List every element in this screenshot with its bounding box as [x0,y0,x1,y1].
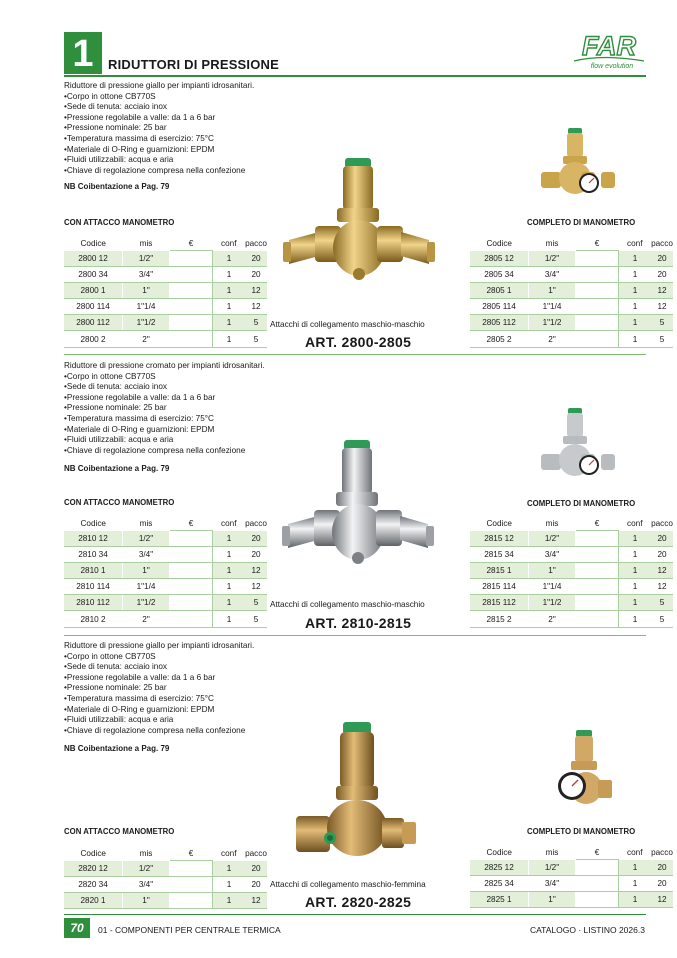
product-code: 2800 114 [64,299,123,315]
size-cell: 1" [123,283,170,299]
intro-text: Riduttore di pressione giallo per impianti idrosanitari. [64,641,255,650]
box-qty-cell: 20 [245,531,267,547]
size-cell: 1"1/4 [123,299,170,315]
pack-qty-cell: 1 [213,877,246,893]
product-code: 2810 112 [64,595,123,611]
column-header: Codice [80,238,106,248]
right-table-label: COMPLETO DI MANOMETRO [527,827,636,836]
column-header: € [188,848,194,858]
column-header: conf [221,848,237,858]
box-qty-cell: 12 [245,299,267,315]
section-1-description [64,81,254,176]
column-header: Codice [486,238,512,248]
column-header: conf [221,518,237,528]
nb-note: NB Coibentazione a Pag. 79 [64,744,170,753]
box-qty-cell: 5 [245,611,267,627]
size-cell: 1/2" [123,861,170,877]
column-header: pacco [651,238,673,248]
product-code: 2800 12 [64,251,123,267]
price-cell [170,315,213,331]
table-row [64,579,267,595]
article-number: ART. 2820-2825 [305,894,412,910]
pack-qty-cell: 1 [213,331,246,347]
price-cell [170,299,213,315]
column-header: mis [545,238,559,248]
brand-name: FAR [582,31,636,61]
product-code: 2815 12 [470,531,529,547]
pack-qty-cell: 1 [619,331,652,347]
size-cell: 1" [123,893,170,909]
box-qty-cell: 20 [651,547,673,563]
pack-qty-cell: 1 [619,876,652,892]
product-code: 2815 112 [470,595,529,611]
price-cell [576,876,619,892]
column-header: mis [139,518,153,528]
size-cell: 3/4" [529,267,576,283]
table-row [64,251,267,267]
box-qty-cell: 20 [651,531,673,547]
box-qty-cell: 12 [651,563,673,579]
section-number: 1 [64,32,102,74]
product-code: 2800 1 [64,283,123,299]
size-cell: 3/4" [529,876,576,892]
pressure-reducer-chrome-image [278,438,438,572]
price-cell [576,267,619,283]
footer-rule [64,914,646,915]
price-table-left [64,236,267,348]
product-code: 2810 1 [64,563,123,579]
footer-catalog: CATALOGO · LISTINO 2026.3 [530,925,645,935]
price-cell [576,283,619,299]
column-header: € [594,518,600,528]
article-number: ART. 2810-2815 [305,615,412,631]
product-code: 2805 112 [470,315,529,331]
box-qty-cell: 5 [651,595,673,611]
box-qty-cell: 20 [651,267,673,283]
price-cell [170,267,213,283]
pack-qty-cell: 1 [213,251,246,267]
pack-qty-cell: 1 [213,547,246,563]
price-cell [170,563,213,579]
size-cell: 1"1/2 [123,595,170,611]
pressure-reducer-chrome-gauge-image [537,406,617,482]
box-qty-cell: 12 [651,892,673,908]
table-row [64,611,267,627]
price-cell [170,579,213,595]
price-cell [576,299,619,315]
size-cell: 2" [123,611,170,627]
column-header: Codice [80,518,106,528]
column-header: mis [139,238,153,248]
price-cell [170,877,213,893]
column-header: conf [221,238,237,248]
product-code: 2805 1 [470,283,529,299]
size-cell: 3/4" [123,877,170,893]
table-row [64,595,267,611]
price-cell [170,251,213,267]
column-header: pacco [651,518,673,528]
product-code: 2815 2 [470,611,529,627]
table-row [470,315,673,331]
left-table-label: CON ATTACCO MANOMETRO [64,498,175,507]
table-row [470,892,673,908]
pack-qty-cell: 1 [213,267,246,283]
pack-qty-cell: 1 [213,611,246,627]
table-row [64,299,267,315]
connection-caption: Attacchi di collegamento maschio-maschio [270,320,425,329]
price-cell [576,563,619,579]
price-cell [170,283,213,299]
pack-qty-cell: 1 [619,860,652,876]
table-row [64,547,267,563]
product-code: 2815 114 [470,579,529,595]
box-qty-cell: 20 [245,547,267,563]
intro-text: Riduttore di pressione cromato per impianti idrosanitari. [64,361,265,370]
table-row [64,315,267,331]
feature-bullet: • Temperatura massima di esercizio: 75°C [64,134,254,145]
price-cell [576,331,619,347]
pack-qty-cell: 1 [213,531,246,547]
feature-bullet: • Materiale di O-Ring e guarnizioni: EPDM [64,425,265,436]
feature-bullet: • Pressione regolabile a valle: da 1 a 6 bar [64,393,265,404]
box-qty-cell: 12 [245,579,267,595]
feature-bullet: • Pressione nominale: 25 bar [64,123,254,134]
pack-qty-cell: 1 [619,283,652,299]
table-row [64,563,267,579]
price-table-right [470,845,673,908]
section-title: RIDUTTORI DI PRESSIONE [108,57,280,72]
pack-qty-cell: 1 [619,611,652,627]
size-cell: 1/2" [529,251,576,267]
column-header: mis [139,848,153,858]
table-row [470,611,673,627]
column-header: Codice [486,518,512,528]
size-cell: 1" [529,283,576,299]
product-code: 2810 34 [64,547,123,563]
brand-logo [572,30,646,70]
feature-bullet: • Corpo in ottone CB770S [64,652,254,663]
feature-bullet: • Sede di tenuta: acciaio inox [64,102,254,113]
size-cell: 1"1/2 [529,595,576,611]
left-table-label: CON ATTACCO MANOMETRO [64,218,175,227]
size-cell: 1/2" [123,531,170,547]
brand-tagline: flow evolution [590,63,634,70]
feature-bullet: • Temperatura massima di esercizio: 75°C [64,414,265,425]
feature-bullet: • Sede di tenuta: acciaio inox [64,662,254,673]
price-cell [170,547,213,563]
box-qty-cell: 20 [245,877,267,893]
price-cell [576,547,619,563]
pack-qty-cell: 1 [213,283,246,299]
box-qty-cell: 5 [651,331,673,347]
table-row [64,267,267,283]
size-cell: 3/4" [529,547,576,563]
table-row [470,563,673,579]
right-table-label: COMPLETO DI MANOMETRO [527,499,636,508]
column-header: mis [545,847,559,857]
box-qty-cell: 12 [245,283,267,299]
box-qty-cell: 20 [245,251,267,267]
box-qty-cell: 12 [651,579,673,595]
pack-qty-cell: 1 [619,595,652,611]
feature-bullet: • Fluidi utilizzabili: acqua e aria [64,155,254,166]
product-code: 2805 34 [470,267,529,283]
pressure-reducer-male-female-image [292,720,422,860]
product-code: 2815 1 [470,563,529,579]
product-code: 2800 2 [64,331,123,347]
pack-qty-cell: 1 [619,251,652,267]
column-header: Codice [486,847,512,857]
nb-note: NB Coibentazione a Pag. 79 [64,464,170,473]
feature-bullet: • Sede di tenuta: acciaio inox [64,382,265,393]
product-code: 2810 114 [64,579,123,595]
product-code: 2805 114 [470,299,529,315]
table-row [470,579,673,595]
header-rule [64,75,646,77]
table-row [470,876,673,892]
price-cell [170,595,213,611]
feature-bullet: • Chiave di regolazione compresa nella confezione [64,446,265,457]
pack-qty-cell: 1 [619,547,652,563]
column-header: € [188,238,194,248]
column-header: € [188,518,194,528]
size-cell: 1"1/4 [123,579,170,595]
box-qty-cell: 20 [651,251,673,267]
size-cell: 2" [529,331,576,347]
size-cell: 3/4" [123,267,170,283]
box-qty-cell: 12 [651,283,673,299]
table-row [470,267,673,283]
size-cell: 1"1/4 [529,299,576,315]
pack-qty-cell: 1 [619,299,652,315]
box-qty-cell: 12 [245,893,267,909]
column-header: conf [627,238,643,248]
price-cell [170,331,213,347]
pack-qty-cell: 1 [619,315,652,331]
price-cell [170,893,213,909]
table-row [64,331,267,347]
feature-bullet: • Chiave di regolazione compresa nella confezione [64,166,254,177]
size-cell: 2" [123,331,170,347]
section-3-description [64,641,254,736]
article-number: ART. 2800-2805 [305,334,412,350]
box-qty-cell: 12 [245,563,267,579]
table-row [64,861,267,877]
price-cell [576,315,619,331]
price-cell [170,531,213,547]
price-table-left [64,516,267,628]
price-table-right [470,516,673,628]
pack-qty-cell: 1 [619,531,652,547]
table-row [470,531,673,547]
size-cell: 1/2" [529,531,576,547]
box-qty-cell: 5 [245,315,267,331]
table-row [470,299,673,315]
column-header: pacco [651,847,673,857]
box-qty-cell: 5 [245,331,267,347]
column-header: € [594,847,600,857]
column-header: € [594,238,600,248]
feature-bullet: • Pressione regolabile a valle: da 1 a 6 bar [64,673,254,684]
table-row [64,893,267,909]
feature-bullet: • Fluidi utilizzabili: acqua e aria [64,715,254,726]
price-cell [576,531,619,547]
feature-bullet: • Fluidi utilizzabili: acqua e aria [64,435,265,446]
table-row [64,283,267,299]
footer-chapter: 01 - COMPONENTI PER CENTRALE TERMICA [98,925,281,935]
pack-qty-cell: 1 [619,892,652,908]
price-cell [170,861,213,877]
pack-qty-cell: 1 [619,579,652,595]
size-cell: 1" [529,892,576,908]
product-code: 2815 34 [470,547,529,563]
column-header: Codice [80,848,106,858]
size-cell: 1"1/2 [529,315,576,331]
price-cell [576,595,619,611]
pack-qty-cell: 1 [213,861,246,877]
feature-bullet: • Materiale di O-Ring e guarnizioni: EPDM [64,705,254,716]
feature-bullet: • Pressione nominale: 25 bar [64,403,265,414]
product-code: 2805 2 [470,331,529,347]
size-cell: 1" [529,563,576,579]
pressure-reducer-brass-image [279,156,439,288]
table-row [470,547,673,563]
product-code: 2820 12 [64,861,123,877]
feature-bullet: • Corpo in ottone CB770S [64,92,254,103]
table-row [470,860,673,876]
feature-bullet: • Temperatura massima di esercizio: 75°C [64,694,254,705]
product-code: 2810 12 [64,531,123,547]
box-qty-cell: 5 [651,315,673,331]
product-code: 2805 12 [470,251,529,267]
box-qty-cell: 20 [651,876,673,892]
product-code: 2825 34 [470,876,529,892]
section-divider [64,635,646,636]
size-cell: 1" [123,563,170,579]
right-table-label: COMPLETO DI MANOMETRO [527,218,636,227]
size-cell: 1"1/4 [529,579,576,595]
pack-qty-cell: 1 [619,563,652,579]
pressure-reducer-brass-gauge-image [537,126,617,202]
connection-caption: Attacchi di collegamento maschio-femmina [270,880,426,889]
feature-bullet: • Pressione regolabile a valle: da 1 a 6 bar [64,113,254,124]
price-cell [170,611,213,627]
table-row [470,251,673,267]
pack-qty-cell: 1 [213,595,246,611]
section-divider [64,354,646,355]
table-row [470,331,673,347]
page-number: 70 [64,918,90,938]
size-cell: 1/2" [529,860,576,876]
product-code: 2820 34 [64,877,123,893]
pack-qty-cell: 1 [213,563,246,579]
table-row [64,877,267,893]
table-row [64,531,267,547]
feature-bullet: • Pressione nominale: 25 bar [64,683,254,694]
feature-bullet: • Materiale di O-Ring e guarnizioni: EPDM [64,145,254,156]
feature-bullet: • Chiave di regolazione compresa nella confezione [64,726,254,737]
box-qty-cell: 12 [651,299,673,315]
size-cell: 1"1/2 [123,315,170,331]
box-qty-cell: 20 [245,861,267,877]
price-cell [576,892,619,908]
product-code: 2800 34 [64,267,123,283]
column-header: mis [545,518,559,528]
pack-qty-cell: 1 [213,315,246,331]
product-code: 2810 2 [64,611,123,627]
price-cell [576,611,619,627]
box-qty-cell: 5 [245,595,267,611]
column-header: conf [627,518,643,528]
product-code: 2825 1 [470,892,529,908]
size-cell: 3/4" [123,547,170,563]
price-table-left [64,846,267,909]
table-row [470,283,673,299]
pack-qty-cell: 1 [213,579,246,595]
size-cell: 1/2" [123,251,170,267]
pressure-reducer-gauge-image [554,728,614,812]
price-cell [576,579,619,595]
intro-text: Riduttore di pressione giallo per impianti idrosanitari. [64,81,255,90]
price-cell [576,860,619,876]
table-row [470,595,673,611]
pack-qty-cell: 1 [213,299,246,315]
nb-note: NB Coibentazione a Pag. 79 [64,182,170,191]
column-header: pacco [245,848,267,858]
box-qty-cell: 5 [651,611,673,627]
section-2-description [64,361,265,456]
pack-qty-cell: 1 [619,267,652,283]
product-code: 2825 12 [470,860,529,876]
column-header: pacco [245,238,267,248]
box-qty-cell: 20 [245,267,267,283]
size-cell: 2" [529,611,576,627]
column-header: pacco [245,518,267,528]
feature-bullet: • Corpo in ottone CB770S [64,372,265,383]
product-code: 2820 1 [64,893,123,909]
box-qty-cell: 20 [651,860,673,876]
connection-caption: Attacchi di collegamento maschio-maschio [270,600,425,609]
price-cell [576,251,619,267]
price-table-right [470,236,673,348]
left-table-label: CON ATTACCO MANOMETRO [64,827,175,836]
pack-qty-cell: 1 [213,893,246,909]
product-code: 2800 112 [64,315,123,331]
column-header: conf [627,847,643,857]
